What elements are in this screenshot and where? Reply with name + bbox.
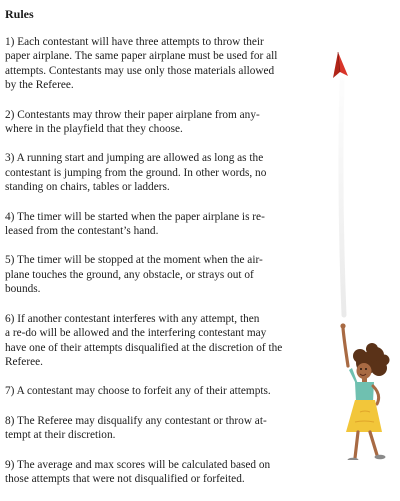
girl-throwing-illustration (340, 323, 389, 460)
rule-8: 8) The Referee may disqualify any contestant or throw at- tempt at their discretion. (5, 414, 267, 442)
motion-trail (341, 80, 344, 315)
paper-airplane-icon (333, 52, 348, 78)
rule-3: 3) A running start and jumping are allowed as long as the contestant is jumping from the ground. In other words, no standing on chairs, tables or ladders. (5, 152, 267, 194)
rule-6: 6) If another contestant interferes with any attempt, then a re-do will be allowed and the interfering contestant may have one of their attempts disqualified at the discretion of the Referee. (5, 312, 283, 368)
rule-5: 5) The timer will be stopped at the moment when the air- plane touches the ground, any obstacle, or strays out of bounds. (5, 254, 263, 296)
rules-column (5, 7, 302, 501)
rule-4: 4) The timer will be started when the paper airplane is re- leased from the contestant’s hand. (5, 210, 265, 238)
rules-title: Rules (5, 7, 34, 21)
rule-7: 7) A contestant may choose to forfeit any of their attempts. (5, 385, 271, 398)
rule-9: 9) The average and max scores will be calculated based on those attempts that were not disqualified or forfeited. (5, 458, 271, 485)
rule-2: 2) Contestants may throw their paper airplane from any- where in the playfield that they choose. (5, 108, 260, 136)
rule-1: 1) Each contestant will have three attempts to throw their paper airplane. The same paper airplane must be used for all attempts. Contestants may use only those materials allowed by the Referee. (5, 36, 278, 92)
airplane-throw-illustration (300, 40, 400, 460)
